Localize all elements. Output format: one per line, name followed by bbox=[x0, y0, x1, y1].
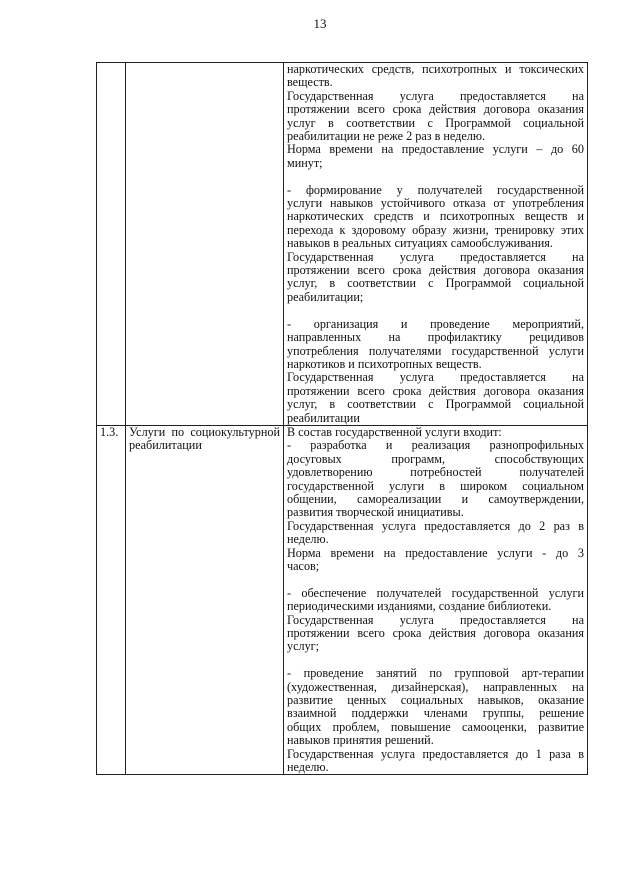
service-description-line: общих проблем, повышение самооценки, развитие bbox=[287, 719, 584, 734]
service-description-line: протяжении всего срока действия договора оказания bbox=[287, 383, 584, 398]
page-number: 13 bbox=[313, 16, 327, 31]
service-description-line: удовлетворению потребностей получателей bbox=[287, 465, 584, 480]
service-description-line: периодическими изданиями, создание библиотеки. bbox=[287, 599, 552, 614]
service-description bbox=[284, 425, 588, 775]
service-description-line: В состав государственной услуги входит: bbox=[287, 424, 502, 439]
service-description-line: навыков принятия решений. bbox=[287, 733, 434, 748]
paragraph-gap bbox=[287, 170, 584, 183]
service-description-line: Государственная услуга предоставляется на bbox=[287, 612, 584, 627]
service-description-line: неделю. bbox=[287, 760, 329, 775]
service-description-line: услуг в соответствии с Программой социальной bbox=[287, 115, 584, 130]
service-description-line: (художественная, дизайнерская), направленных на bbox=[287, 679, 584, 694]
service-description-line: Норма времени на предоставление услуги – до 60 bbox=[287, 142, 584, 157]
service-description-line: услуг, в соответствии с Программой социальной bbox=[287, 397, 584, 412]
service-description-line: перехода к здоровому образу жизни, тренировку этих bbox=[287, 222, 584, 237]
service-description-line: наркотиков и психотропных веществ. bbox=[287, 356, 482, 371]
service-name bbox=[126, 425, 284, 775]
service-description-line: наркотических средств, психотропных и токсических bbox=[287, 62, 584, 76]
service-description-line: - проведение занятий по групповой арт-терапии bbox=[287, 666, 584, 681]
service-description-line: взаимной поддержки членами группы, решение bbox=[287, 706, 584, 721]
table-row bbox=[97, 63, 588, 426]
service-description-line: протяжении всего срока действия договора оказания bbox=[287, 263, 584, 278]
service-description-line: услуг, в соответствии с Программой социальной bbox=[287, 276, 584, 291]
service-description-line: веществ. bbox=[287, 75, 333, 90]
service-description-line: Государственная услуга предоставляется на bbox=[287, 88, 584, 103]
service-description bbox=[284, 63, 588, 426]
service-description-line: минут; bbox=[287, 155, 323, 170]
service-description-line: Государственная услуга предоставляется до 2 раз в bbox=[287, 518, 584, 533]
service-description-line: Государственная услуга предоставляется на bbox=[287, 370, 584, 385]
paragraph-gap bbox=[287, 304, 584, 317]
service-description-line: часов; bbox=[287, 559, 320, 573]
paragraph-gap bbox=[287, 654, 584, 667]
service-description-line: государственной услуги в широком социальном bbox=[287, 478, 584, 493]
row-number: 1.3. bbox=[97, 425, 126, 775]
service-name bbox=[126, 63, 284, 426]
service-description-line: - формирование у получателей государственной bbox=[287, 182, 584, 197]
service-description-line: развития творческой инициативы. bbox=[287, 505, 464, 520]
service-description-line: направленных на профилактику рецидивов bbox=[287, 330, 584, 345]
paragraph-gap bbox=[287, 573, 584, 586]
service-description-line: общении, самореализации и самоутверждении, bbox=[287, 491, 584, 506]
service-description-line: - обеспечение получателей государственной услуги bbox=[287, 585, 584, 600]
table-row bbox=[97, 425, 588, 775]
service-description-line: услуг; bbox=[287, 639, 320, 654]
service-description-line: неделю. bbox=[287, 532, 329, 547]
service-name-line: Услуги по социокультурной bbox=[129, 424, 280, 439]
service-description-line: протяжении всего срока действия договора оказания bbox=[287, 102, 584, 117]
service-description-line: навыков в реальных ситуациях самообслуживания. bbox=[287, 236, 553, 251]
service-description-line: услуги навыков устойчивого отказа от употребления bbox=[287, 196, 584, 211]
service-description-line: - организация и проведение мероприятий, bbox=[287, 316, 584, 331]
service-description-line: протяжении всего срока действия договора оказания bbox=[287, 626, 584, 641]
service-name-line: реабилитации bbox=[129, 438, 202, 453]
service-description-line: употребления получателями государственной услуги bbox=[287, 343, 584, 358]
service-description-line: реабилитации bbox=[287, 410, 360, 425]
row-number bbox=[97, 63, 126, 426]
service-description-line: досуговых программ, способствующих bbox=[287, 451, 584, 466]
service-description-line: - разработка и реализация разнопрофильных bbox=[287, 438, 584, 453]
service-description-line: наркотических средств и психотропных веществ и bbox=[287, 209, 584, 224]
service-description-line: Норма времени на предоставление услуги - до 3 bbox=[287, 545, 584, 560]
service-description-line: Государственная услуга предоставляется до 1 раза в bbox=[287, 746, 584, 761]
service-description-line: реабилитации; bbox=[287, 289, 364, 304]
service-description-line: Государственная услуга предоставляется на bbox=[287, 249, 584, 264]
service-description-line: развитие ценных социальных навыков, оказание bbox=[287, 693, 584, 708]
service-description-line: реабилитации не реже 2 раз в неделю. bbox=[287, 129, 486, 144]
services-table bbox=[96, 62, 588, 775]
